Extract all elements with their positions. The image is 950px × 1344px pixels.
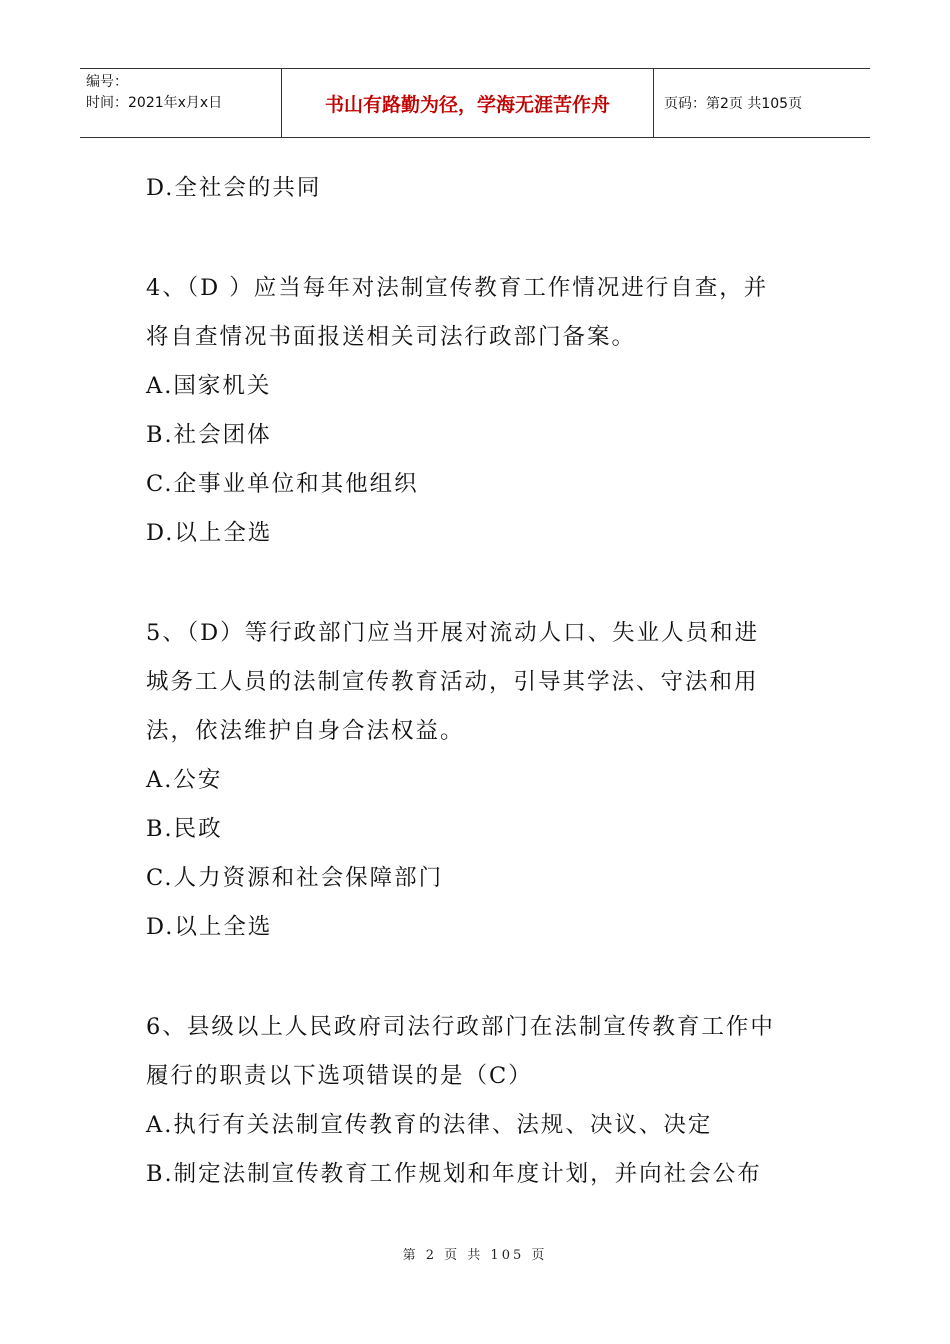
q5-option-b: B.民政	[146, 816, 223, 842]
q4-stem-line-1: 4、（D ）应当每年对法制宣传教育工作情况进行自查，并	[146, 275, 769, 301]
header-meta	[80, 69, 282, 137]
page-footer: 第 2 页 共 105 页	[402, 1248, 548, 1263]
q5-option-c: C.人力资源和社会保障部门	[146, 865, 444, 891]
q5-option-a: A.公安	[146, 767, 223, 793]
header-page-info: 页码：第2页 共105页	[664, 96, 803, 112]
header-motto: 书山有路勤为径，学海无涯苦作舟	[282, 69, 654, 137]
q5-stem-line-3: 法，依法维护自身合法权益。	[146, 718, 465, 744]
page-header	[80, 68, 870, 138]
q5-stem-line-1: 5、（D）等行政部门应当开展对流动人口、失业人员和进	[146, 620, 760, 646]
q3-option-d: D.全社会的共同	[146, 175, 322, 201]
q4-option-b: B.社会团体	[146, 422, 272, 448]
header-number-label: 编号：	[86, 74, 128, 90]
q4-option-a: A.国家机关	[146, 373, 272, 399]
q5-stem-line-2: 城务工人员的法制宣传教育活动，引导其学法、守法和用	[146, 669, 759, 695]
spacer	[146, 558, 816, 609]
q4-stem-line-2: 将自查情况书面报送相关司法行政部门备案。	[146, 324, 637, 350]
q6-option-b: B.制定法制宣传教育工作规划和年度计划，并向社会公布	[146, 1161, 762, 1187]
q4-option-c: C.企事业单位和其他组织	[146, 471, 419, 497]
header-time-label: 时间：2021年x月x日	[86, 95, 223, 111]
q6-stem-line-2: 履行的职责以下选项错误的是（C）	[146, 1063, 533, 1089]
q5-option-d: D.以上全选	[146, 914, 273, 940]
document-body	[146, 164, 816, 1199]
spacer	[146, 213, 816, 264]
spacer	[146, 952, 816, 1003]
q6-stem-line-1: 6、县级以上人民政府司法行政部门在法制宣传教育工作中	[146, 1014, 775, 1040]
q6-option-a: A.执行有关法制宣传教育的法律、法规、决议、决定	[146, 1112, 713, 1138]
q4-option-d: D.以上全选	[146, 520, 273, 546]
